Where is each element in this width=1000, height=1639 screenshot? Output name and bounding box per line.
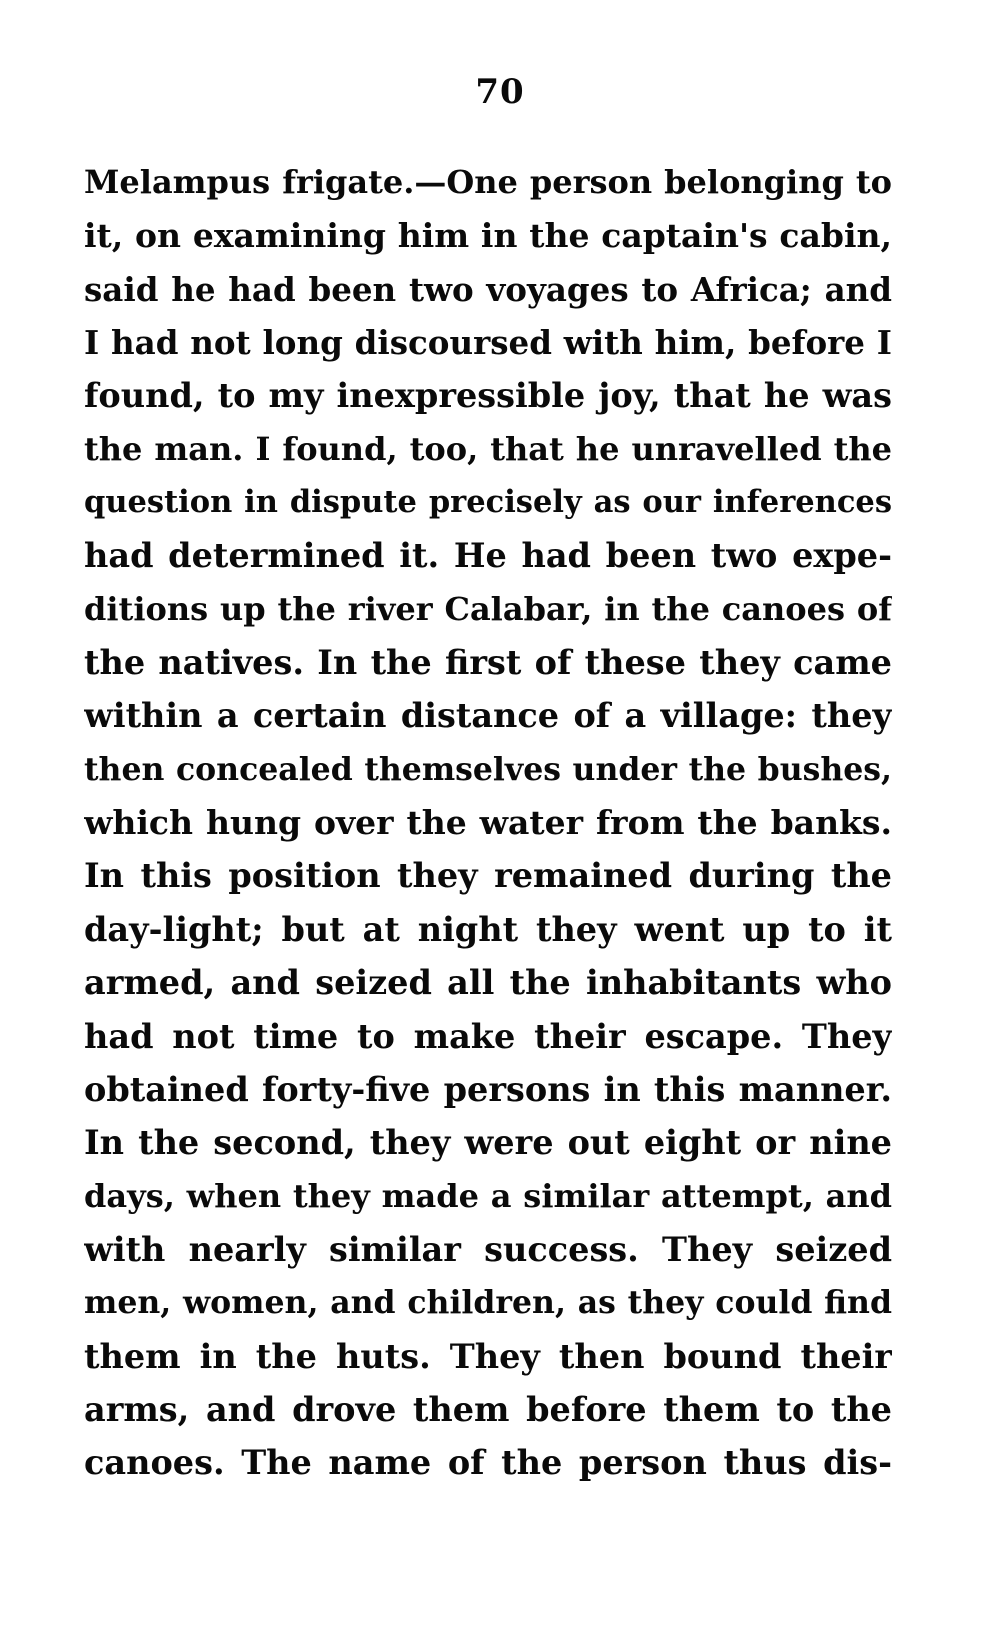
text-line: them in the huts. They then bound their <box>84 1336 892 1376</box>
text-line: within a certain distance of a village: they <box>84 696 892 736</box>
text-line: canoes. The name of the person thus dis- <box>84 1443 892 1483</box>
text-line: Melampus frigate.—One person belonging to <box>84 163 892 201</box>
text-line: days, when they made a similar attempt, and <box>84 1176 892 1215</box>
text-line: had determined it. He had been two expe- <box>84 536 892 576</box>
text-line: ditions up the river Calabar, in the canoes of <box>84 589 892 628</box>
text-line: day-light; but at night they went up to it <box>84 909 892 949</box>
text-line: In the second, they were out eight or nine <box>84 1123 892 1163</box>
text-line: obtained forty-five persons in this manner. <box>84 1069 892 1109</box>
text-line: with nearly similar success. They seized <box>84 1229 892 1269</box>
text-line: the natives. In the first of these they came <box>84 643 892 683</box>
text-line: I had not long discoursed with him, before I <box>84 323 892 363</box>
text-line: had not time to make their escape. They <box>84 1016 892 1056</box>
text-line: said he had been two voyages to Africa; and <box>84 269 892 309</box>
text-line: which hung over the water from the banks. <box>84 803 892 843</box>
body-text <box>84 156 892 1490</box>
text-line: then concealed themselves under the bushes, <box>84 750 892 788</box>
text-line: question in dispute precisely as our inferences <box>84 484 892 521</box>
text-line: men, women, and children, as they could find <box>84 1284 892 1322</box>
text-line: found, to my inexpressible joy, that he was <box>84 376 892 416</box>
text-line: In this position they remained during the <box>84 856 892 896</box>
text-line: it, on examining him in the captain's cabin, <box>84 216 892 256</box>
page-number: 70 <box>475 72 525 112</box>
text-line: arms, and drove them before them to the <box>84 1389 892 1429</box>
text-line: armed, and seized all the inhabitants who <box>84 963 892 1003</box>
text-line: the man. I found, too, that he unravelled the <box>84 429 892 468</box>
